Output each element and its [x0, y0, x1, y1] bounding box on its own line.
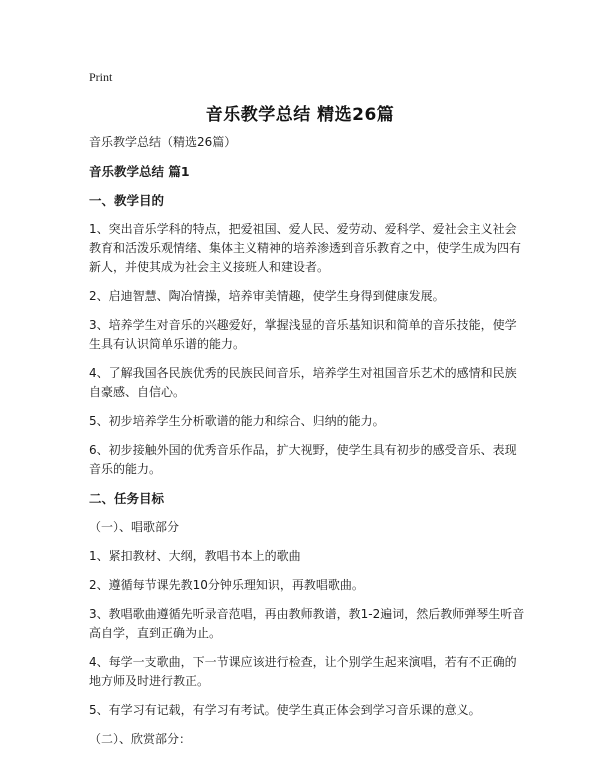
document-body [89, 133, 529, 759]
paragraph-line: 高自学，直到正确为止。 [89, 626, 222, 640]
paragraph-line: 1、突出音乐学科的特点，把爱祖国、爱人民、爱劳动、爱科学、爱社会主义社会 [89, 222, 517, 236]
paragraph-line: 2、遵循每节课先教10分钟乐理知识，再教唱歌曲。 [89, 578, 364, 592]
objective-item-5 [89, 412, 529, 431]
paragraph-line: 生具有认识简单乐谱的能力。 [89, 337, 246, 351]
paragraph-line: 4、了解我国各民族优秀的民族民间音乐，培养学生对祖国音乐艺术的感情和民族 [89, 366, 517, 380]
paragraph-line: 1、紧扣教材、大纲，教唱书本上的歌曲 [89, 549, 301, 563]
objective-item-4 [89, 364, 529, 402]
singing-subheading: （一）、唱歌部分 [89, 520, 180, 534]
document-subtitle: 音乐教学总结（精选26篇） [89, 135, 237, 149]
objective-item-6 [89, 441, 529, 479]
paragraph-line: 2、启迪智慧、陶冶情操，培养审美情趣，使学生身得到健康发展。 [89, 289, 445, 303]
paragraph-line: 4、每学一支歌曲，下一节课应该进行检查，让个别学生起来演唱，若有不正确的 [89, 655, 517, 669]
task-item-1 [89, 547, 529, 566]
section-title: 音乐教学总结 篇1 [89, 164, 190, 179]
paragraph-line: 3、培养学生对音乐的兴趣爱好，掌握浅显的音乐基知识和简单的音乐技能，使学 [89, 318, 517, 332]
task-item-4 [89, 653, 529, 691]
paragraph-line: 6、初步接触外国的优秀音乐作品，扩大视野，使学生具有初步的感受音乐、表现 [89, 443, 517, 457]
paragraph-line: 3、教唱歌曲遵循先听录音范唱，再由教师教谱，教1-2遍词，然后教师弹琴生听音 [89, 607, 525, 621]
document-title: 音乐教学总结 精选26篇 [205, 105, 395, 125]
paragraph-line: 音乐的能力。 [89, 462, 162, 476]
part2-heading: 二、任务目标 [89, 491, 165, 506]
paragraph-line: 新人，并使其成为社会主义接班人和建设者。 [89, 260, 330, 274]
objective-item-1 [89, 220, 529, 277]
task-item-2 [89, 576, 529, 595]
part1-heading: 一、教学目的 [89, 193, 165, 208]
objective-item-2 [89, 287, 529, 306]
paragraph-line: 5、初步培养学生分析歌谱的能力和综合、归纳的能力。 [89, 414, 385, 428]
task-item-3 [89, 605, 529, 643]
paragraph-line: 自豪感、自信心。 [89, 385, 186, 399]
task-item-5 [89, 701, 529, 720]
objective-item-3 [89, 316, 529, 354]
appreciation-subheading: （二）、欣赏部分： [89, 732, 192, 746]
paragraph-line: 地方师及时进行教正。 [89, 674, 210, 688]
print-link[interactable]: Print [89, 70, 113, 84]
paragraph-line: 5、有学习有记载，有学习有考试。使学生真正体会到学习音乐课的意义。 [89, 703, 481, 717]
paragraph-line: 教育和活泼乐观情绪、集体主义精神的培养渗透到音乐教育之中，使学生成为四有 [89, 241, 522, 255]
